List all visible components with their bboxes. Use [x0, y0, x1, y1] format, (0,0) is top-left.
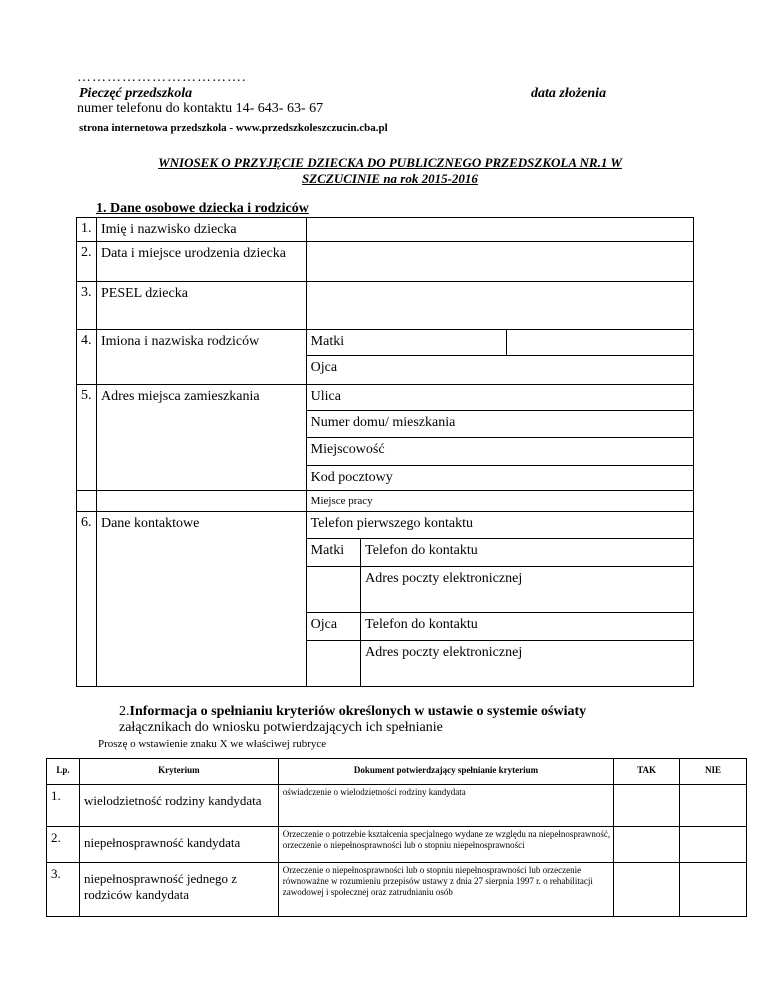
- father-contact-cell: [306, 613, 693, 641]
- parents-names-label: Imiona i nazwiska rodziców: [96, 330, 306, 385]
- contact-phone: numer telefonu do kontaktu 14- 643- 63- 67: [77, 101, 324, 116]
- table-row: [47, 827, 747, 863]
- column-header-no: NIE: [680, 759, 747, 785]
- mother-phone-label: Telefon do kontaktu: [365, 543, 478, 558]
- row-number: 4.: [77, 330, 97, 385]
- city-label: Miejscowość: [306, 438, 693, 466]
- column-header-criterion: Kryterium: [79, 759, 278, 785]
- mother-email-cell: [306, 567, 693, 613]
- postal-code-label: Kod pocztowy: [306, 466, 693, 491]
- father-contact-label: Ojca: [307, 613, 361, 640]
- table-row: [77, 282, 694, 330]
- table-row: [77, 385, 694, 411]
- row-number: 6.: [77, 512, 97, 687]
- pesel-label: PESEL dziecka: [96, 282, 306, 330]
- contact-data-label: Dane kontaktowe: [96, 512, 306, 687]
- mother-label: Matki: [306, 330, 507, 356]
- father-phone-label: Telefon do kontaktu: [365, 617, 478, 632]
- child-name-label: Imię i nazwisko dziecka: [96, 218, 306, 242]
- column-header-yes: TAK: [614, 759, 680, 785]
- stamp-placeholder: …………………………….: [77, 70, 247, 85]
- table-row: [77, 218, 694, 242]
- column-header-document: Dokument potwierdzający spełnianie kryterium: [278, 759, 613, 785]
- first-contact-phone-label: Telefon pierwszego kontaktu: [306, 512, 693, 539]
- criterion-cell: niepełnosprawność jednego z rodziców kandydata: [79, 863, 278, 917]
- mother-contact-label: Matki: [307, 539, 361, 566]
- document-cell: oświadczenie o wielodzietności rodziny kandydata: [278, 785, 613, 827]
- table-row: [47, 863, 747, 917]
- child-name-field[interactable]: [306, 218, 693, 242]
- table-row: [77, 242, 694, 282]
- stamp-label: Pieczęć przedszkola: [79, 86, 193, 101]
- section2-heading-bold: Informacja o spełnianiu kryteriów określonych w ustawie o systemie oświaty: [129, 704, 587, 719]
- mother-contact-cell: [306, 539, 693, 567]
- table-row: [47, 785, 747, 827]
- workplace-label: Miejsce pracy: [306, 491, 693, 512]
- father-email-label: Adres poczty elektronicznej: [365, 645, 523, 660]
- mother-name-field[interactable]: [507, 330, 694, 356]
- father-email-cell: [306, 641, 693, 687]
- document-cell: Orzeczenie o potrzebie kształcenia specjalnego wydane ze względu na niepełnosprawność, orzeczenie o niepełnosprawności lub o stopniu niepełnosprawności: [278, 827, 613, 863]
- website-line: strona internetowa przedszkola - www.przedszkoleszczucin.cba.pl: [79, 122, 388, 134]
- table-row: [77, 491, 694, 512]
- house-number-label: Numer domu/ mieszkania: [306, 411, 693, 438]
- instruction-note: Proszę o wstawienie znaku X we właściwej rubryce: [98, 738, 327, 750]
- column-header-lp: Lp.: [47, 759, 80, 785]
- table-row: [77, 512, 694, 539]
- empty-cell: [96, 491, 306, 512]
- empty-cell: [77, 491, 97, 512]
- row-number: 2.: [77, 242, 97, 282]
- pesel-field[interactable]: [306, 282, 693, 330]
- no-checkbox-cell[interactable]: [680, 785, 747, 827]
- street-label: Ulica: [306, 385, 693, 411]
- row-number: 3.: [47, 863, 80, 917]
- row-number: 2.: [47, 827, 80, 863]
- table-header-row: [47, 759, 747, 785]
- row-number: 1.: [47, 785, 80, 827]
- yes-checkbox-cell[interactable]: [614, 863, 680, 917]
- empty-cell: [307, 641, 361, 686]
- birth-date-place-field[interactable]: [306, 242, 693, 282]
- section2-heading-rest: załącznikach do wniosku potwierdzających ich spełnianie: [119, 720, 443, 735]
- yes-checkbox-cell[interactable]: [614, 827, 680, 863]
- yes-checkbox-cell[interactable]: [614, 785, 680, 827]
- document-cell: Orzeczenie o niepełnosprawności lub o stopniu niepełnosprawności lub orzeczenie równoważne w rozumieniu przepisów ustawy z dnia 27 sierpnia 1997 r. o rehabilitacji zawodowej i społecznej oraz zatrudnianiu osób: [278, 863, 613, 917]
- criterion-cell: wielodzietność rodziny kandydata: [79, 785, 278, 827]
- row-number: 1.: [77, 218, 97, 242]
- row-number: 5.: [77, 385, 97, 491]
- no-checkbox-cell[interactable]: [680, 827, 747, 863]
- table-row: [77, 330, 694, 356]
- personal-data-table: [76, 217, 694, 687]
- mother-email-label: Adres poczty elektronicznej: [365, 571, 523, 586]
- birth-date-place-label: Data i miejsce urodzenia dziecka: [96, 242, 306, 282]
- form-title-line1: WNIOSEK O PRZYJĘCIE DZIECKA DO PUBLICZNEGO PRZEDSZKOLA NR.1 W: [158, 155, 622, 170]
- section2-number: 2.: [119, 704, 130, 719]
- no-checkbox-cell[interactable]: [680, 863, 747, 917]
- criterion-cell: niepełnosprawność kandydata: [79, 827, 278, 863]
- submission-date-label: data złożenia: [531, 86, 607, 101]
- form-title-line2: SZCZUCINIE na rok 2015-2016: [302, 171, 478, 186]
- address-label: Adres miejsca zamieszkania: [96, 385, 306, 491]
- section2-heading: [119, 704, 694, 736]
- father-label: Ojca: [306, 356, 693, 385]
- row-number: 3.: [77, 282, 97, 330]
- form-title: [80, 155, 700, 187]
- section1-heading: 1. Dane osobowe dziecka i rodziców: [96, 201, 309, 216]
- empty-cell: [307, 567, 361, 612]
- criteria-table: [46, 758, 747, 917]
